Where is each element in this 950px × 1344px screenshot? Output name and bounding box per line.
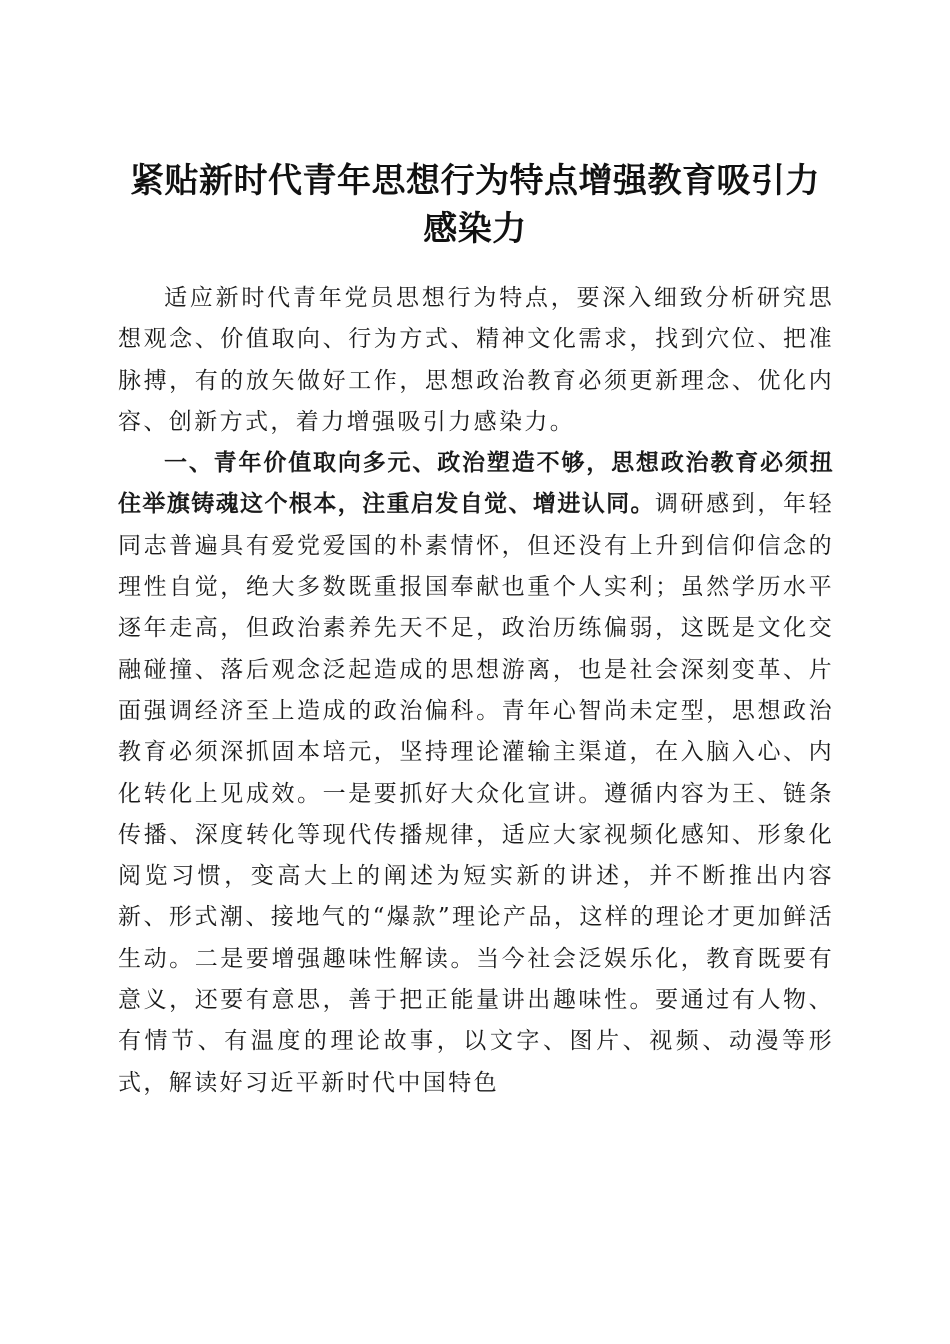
section-one-heading: 一、青年价值取向多元、政治塑造不够，思想政治教育必须扭住举旗铸魂这个根本，注重启发自觉、增进认同。 (118, 450, 834, 518)
document-body (118, 278, 834, 1104)
section-one-body: 调研感到，年轻同志普遍具有爱党爱国的朴素情怀，但还没有上升到信仰信念的理性自觉，绝大多数既重报国奉献也重个人实利；虽然学历水平逐年走高，但政治素养先天不足，政治历练偏弱，这既是文化交融碰撞、落后观念泛起造成的思想游离，也是社会深刻变革、片面强调经济至上造成的政治偏科。青年心智尚未定型，思想政治教育必须深抓固本培元，坚持理论灌输主渠道，在入脑入心、内化转化上见成效。一是要抓好大众化宣讲。遵循内容为王、链条传播、深度转化等现代传播规律，适应大家视频化感知、形象化阅览习惯，变高大上的阐述为短实新的讲述，并不断推出内容新、形式潮、接地气的“爆款”理论产品，这样的理论才更加鲜活生动。二是要增强趣味性解读。当今社会泛娱乐化，教育既要有意义，还要有意思，善于把正能量讲出趣味性。要通过有人物、有情节、有温度的理论故事，以文字、图片、视频、动漫等形式，解读好习近平新时代中国特色 (118, 491, 834, 1096)
intro-paragraph: 适应新时代青年党员思想行为特点，要深入细致分析研究思想观念、价值取向、行为方式、精神文化需求，找到穴位、把准脉搏，有的放矢做好工作，思想政治教育必须更新理念、优化内容、创新方式，着力增强吸引力感染力。 (118, 285, 834, 435)
section-one-paragraph (118, 443, 834, 1104)
document-title (110, 157, 840, 253)
title-line-1: 紧贴新时代青年思想行为特点增强教育吸引力 (130, 160, 820, 201)
title-line-2: 感染力 (423, 208, 527, 249)
